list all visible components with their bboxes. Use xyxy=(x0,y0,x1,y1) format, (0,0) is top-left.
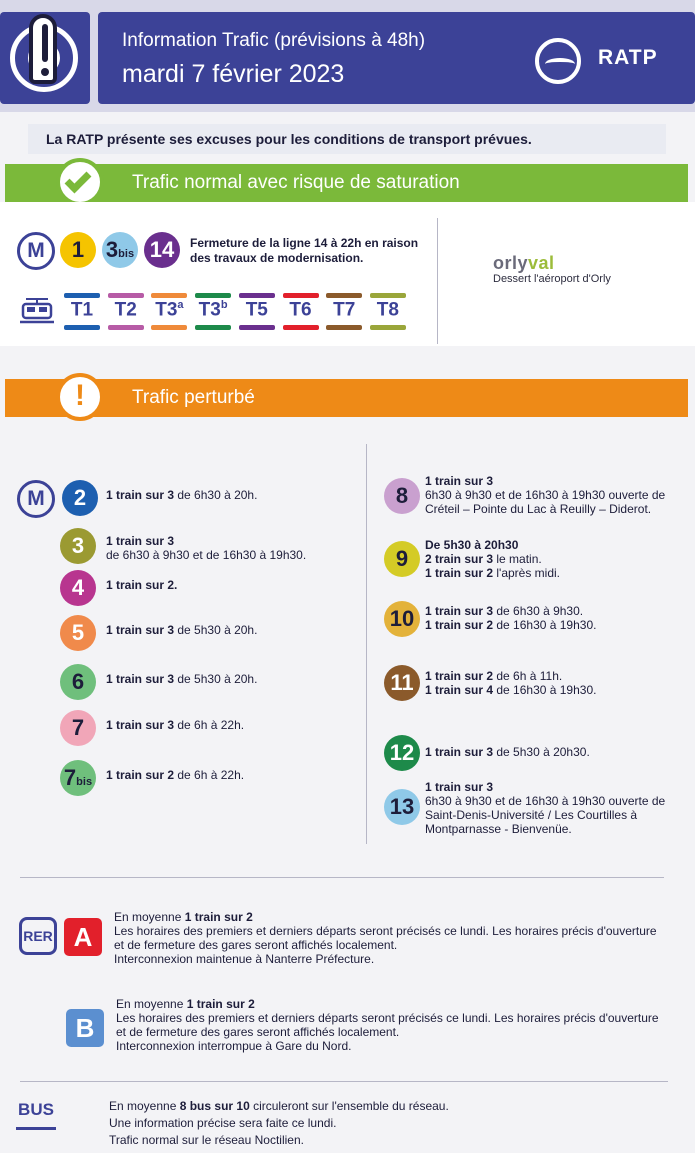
rer-a-line2: Les horaires des premiers et derniers départs seront précisés ce lundi. Les horaires précis d'ouverture xyxy=(114,924,657,938)
line-status xyxy=(425,794,665,808)
bus-line1: En moyenne 8 bus sur 10 circuleront sur l'ensemble du réseau. xyxy=(109,1099,449,1113)
tram-line-badge xyxy=(283,299,319,321)
metro-logo-icon: M xyxy=(17,480,55,518)
tram-line-label: T1 xyxy=(70,299,94,321)
line-status xyxy=(425,669,562,683)
status-bold: 1 train sur 3 xyxy=(106,623,175,637)
apology-banner xyxy=(28,124,666,154)
tram-line-suffix: a xyxy=(177,299,184,311)
perturbed-traffic-title: Trafic perturbé xyxy=(132,387,255,408)
metro-line-number: 12 xyxy=(389,740,415,765)
tram-line-color-bar xyxy=(239,325,275,330)
orlyval-logo xyxy=(493,253,555,274)
tram-line-color-bar xyxy=(151,293,187,298)
metro-line-number: 6 xyxy=(71,669,85,694)
metro-line-badge xyxy=(384,789,420,825)
status-rest: de 6h à 11h. xyxy=(493,669,563,683)
tram-line-color-bar xyxy=(151,325,187,330)
divider xyxy=(20,877,664,878)
line-status xyxy=(425,538,518,552)
bus-line3: Trafic normal sur le réseau Noctilien. xyxy=(109,1133,304,1147)
status-rest: le matin. xyxy=(493,552,542,566)
status-rest: de 6h30 à 9h30. xyxy=(493,604,584,618)
status-bold: 1 train sur 3 xyxy=(106,672,175,686)
metro-line-badge xyxy=(384,478,420,514)
tram-line-badge xyxy=(239,299,275,321)
metro-line-badge xyxy=(60,664,96,700)
line-status xyxy=(106,672,257,686)
status-rest: de 6h à 22h. xyxy=(174,768,245,782)
metro-line-number: 13 xyxy=(389,794,415,819)
metro-line-number: 7 xyxy=(71,715,85,740)
orlyval-tagline: Dessert l'aéroport d'Orly xyxy=(493,273,611,285)
status-rest: de 6h30 à 20h. xyxy=(174,488,258,502)
line-status xyxy=(425,822,572,836)
status-rest: Créteil – Pointe du Lac à Reuilly – Diderot. xyxy=(425,502,652,516)
status-rest: de 5h30 à 20h30. xyxy=(493,745,590,759)
status-rest: de 16h30 à 19h30. xyxy=(493,618,597,632)
tram-line-badge xyxy=(326,299,362,321)
tram-line-color-bar xyxy=(370,293,406,298)
status-rest: Montparnasse - Bienvenüe. xyxy=(425,822,572,836)
tram-line-color-bar xyxy=(195,293,231,298)
status-rest: l'après midi. xyxy=(493,566,561,580)
line-status xyxy=(425,502,651,516)
metro-line-badge xyxy=(62,480,98,516)
metro-line-badge xyxy=(60,760,96,796)
metro-line-badge xyxy=(60,232,96,268)
line-status xyxy=(425,552,542,566)
tram-line-color-bar xyxy=(108,293,144,298)
rer-b-badge: B xyxy=(66,1009,104,1047)
status-rest: de 6h à 22h. xyxy=(174,718,245,732)
rer-a-badge: A xyxy=(64,918,102,956)
tram-line-label: T5 xyxy=(245,299,268,321)
divider xyxy=(366,444,367,844)
status-rest: de 5h30 à 20h. xyxy=(174,623,258,637)
metro-line-badge xyxy=(60,710,96,746)
tram-line-badge xyxy=(64,299,100,321)
rer-b-line3: et de fermeture des gares seront affichés localement. xyxy=(116,1025,400,1039)
status-bold: 1 train sur 3 xyxy=(106,718,175,732)
orlyval-name-accent: val xyxy=(528,253,555,273)
status-rest: Saint-Denis-Université / Les Courtilles à xyxy=(425,808,638,822)
tram-line-color-bar xyxy=(239,293,275,298)
metro-line-number: 8 xyxy=(395,483,409,508)
metro-line-number: 3 xyxy=(105,237,119,262)
tram-line-badge xyxy=(195,299,231,321)
metro-line-number: 11 xyxy=(390,670,414,695)
perturbed-traffic-band xyxy=(5,379,688,417)
line-status xyxy=(425,745,590,759)
tram-line-color-bar xyxy=(195,325,231,330)
line-status xyxy=(425,683,596,697)
line-status xyxy=(425,780,493,794)
metro-line-number: 4 xyxy=(71,575,85,600)
status-bold: 2 train sur 3 xyxy=(425,552,494,566)
metro-line-suffix: bis xyxy=(118,248,135,260)
status-rest: de 16h30 à 19h30. xyxy=(493,683,597,697)
line-status xyxy=(425,808,637,822)
metro-line-badge xyxy=(384,541,420,577)
tram-line-label: T6 xyxy=(289,299,312,321)
rer-logo-icon: RER xyxy=(19,917,57,955)
rer-a-line4: Interconnexion maintenue à Nanterre Préfecture. xyxy=(114,952,375,966)
orlyval-name: orly xyxy=(493,253,529,273)
metro-line-number: 2 xyxy=(73,485,87,510)
warning-icon: ! xyxy=(56,373,104,421)
status-bold: 1 train sur 2 xyxy=(425,618,494,632)
status-rest: de 5h30 à 20h. xyxy=(174,672,258,686)
metro-line-badge xyxy=(60,615,96,651)
line-status xyxy=(106,534,174,548)
line-status xyxy=(425,618,596,632)
rer-a-line1: En moyenne 1 train sur 2 xyxy=(114,910,253,924)
tram-line-label: T8 xyxy=(376,299,399,321)
tram-icon xyxy=(20,296,54,324)
tram-line-color-bar xyxy=(370,325,406,330)
header xyxy=(98,12,695,104)
line-status xyxy=(106,718,244,732)
divider xyxy=(437,218,438,344)
header-date: mardi 7 février 2023 xyxy=(122,60,345,88)
metro-line-badge xyxy=(384,735,420,771)
metro-logo-icon: M xyxy=(17,232,55,270)
tram-line-label: T3 xyxy=(155,299,178,321)
status-bold: 1 train sur 3 xyxy=(106,488,175,502)
normal-traffic-title: Trafic normal avec risque de saturation xyxy=(132,172,460,193)
line-status xyxy=(425,488,665,502)
tram-line-suffix: b xyxy=(220,299,228,311)
metro-line-number: 9 xyxy=(395,546,409,571)
line-status xyxy=(106,623,257,637)
bus-line2: Une information précise sera faite ce lundi. xyxy=(109,1116,337,1130)
metro-line-badge xyxy=(144,232,180,268)
ratp-brand: RATP xyxy=(598,46,658,69)
metro-line-number: 3 xyxy=(71,533,85,558)
tram-line-badge xyxy=(370,299,406,321)
rer-b-line4: Interconnexion interrompue à Gare du Nord. xyxy=(116,1039,352,1053)
divider xyxy=(20,1081,668,1082)
line-status xyxy=(106,768,244,782)
header-subtitle: Information Trafic (prévisions à 48h) xyxy=(122,30,426,51)
tram-line-label: T3 xyxy=(198,299,221,321)
line-status xyxy=(425,604,583,618)
alert-icon xyxy=(0,12,90,104)
tram-line-label: T7 xyxy=(333,299,356,321)
status-bold: De 5h30 à 20h30 xyxy=(425,538,519,552)
metro-line-badge xyxy=(384,665,420,701)
tram-line-badge xyxy=(108,299,144,321)
rer-b-line1: En moyenne 1 train sur 2 xyxy=(116,997,255,1011)
line-status xyxy=(106,578,177,592)
ratp-logo-icon xyxy=(535,38,581,84)
status-bold: 1 train sur 3 xyxy=(425,745,494,759)
tram-line-color-bar xyxy=(64,325,100,330)
metro-line-number: 1 xyxy=(71,237,85,262)
metro-line-badge xyxy=(60,528,96,564)
line-status xyxy=(425,566,560,580)
line-status-detail: de 6h30 à 9h30 et de 16h30 à 19h30. xyxy=(106,548,307,562)
check-icon xyxy=(56,158,104,206)
status-bold: 1 train sur 4 xyxy=(425,683,494,697)
metro-line-badge xyxy=(60,570,96,606)
rer-a-line3: et de fermeture des gares seront affichés localement. xyxy=(114,938,398,952)
apology-text: La RATP présente ses excuses pour les conditions de transport prévues. xyxy=(46,131,532,147)
metro-line-badge xyxy=(384,601,420,637)
status-bold: 1 train sur 2. xyxy=(106,578,178,592)
line-status xyxy=(425,474,493,488)
tram-line-badge xyxy=(151,299,187,321)
tram-line-color-bar xyxy=(326,325,362,330)
status-bold: 1 train sur 3 xyxy=(425,780,494,794)
status-bold: 1 train sur 2 xyxy=(425,669,494,683)
status-bold: 1 train sur 2 xyxy=(106,768,175,782)
bus-logo-icon: BUS xyxy=(16,1094,56,1130)
line-status xyxy=(106,488,257,502)
status-bold: 1 train sur 3 xyxy=(425,604,494,618)
tram-line-color-bar xyxy=(108,325,144,330)
status-bold: 1 train sur 3 xyxy=(106,534,175,548)
tram-line-label: T2 xyxy=(114,299,137,321)
metro-line-number: 10 xyxy=(389,606,415,631)
status-rest: 6h30 à 9h30 et de 16h30 à 19h30 ouverte de xyxy=(425,488,666,502)
tram-line-color-bar xyxy=(283,293,319,298)
status-bold: 1 train sur 2 xyxy=(425,566,494,580)
tram-line-color-bar xyxy=(283,325,319,330)
tram-line-color-bar xyxy=(64,293,100,298)
tram-line-color-bar xyxy=(326,293,362,298)
metro-line-suffix: bis xyxy=(76,776,93,788)
line14-note: Fermeture de la ligne 14 à 22h en raison des travaux de modernisation. xyxy=(190,236,419,265)
status-bold: 1 train sur 3 xyxy=(425,474,494,488)
metro-line-badge xyxy=(102,232,138,268)
status-rest: 6h30 à 9h30 et de 16h30 à 19h30 ouverte de xyxy=(425,794,666,808)
metro-line-number: 7 xyxy=(63,765,77,790)
metro-line-number: 5 xyxy=(71,620,85,645)
normal-traffic-band xyxy=(5,164,688,202)
metro-line-number: 14 xyxy=(149,237,175,262)
rer-b-line2: Les horaires des premiers et derniers départs seront précisés ce lundi. Les horaires précis d'ouverture xyxy=(116,1011,659,1025)
